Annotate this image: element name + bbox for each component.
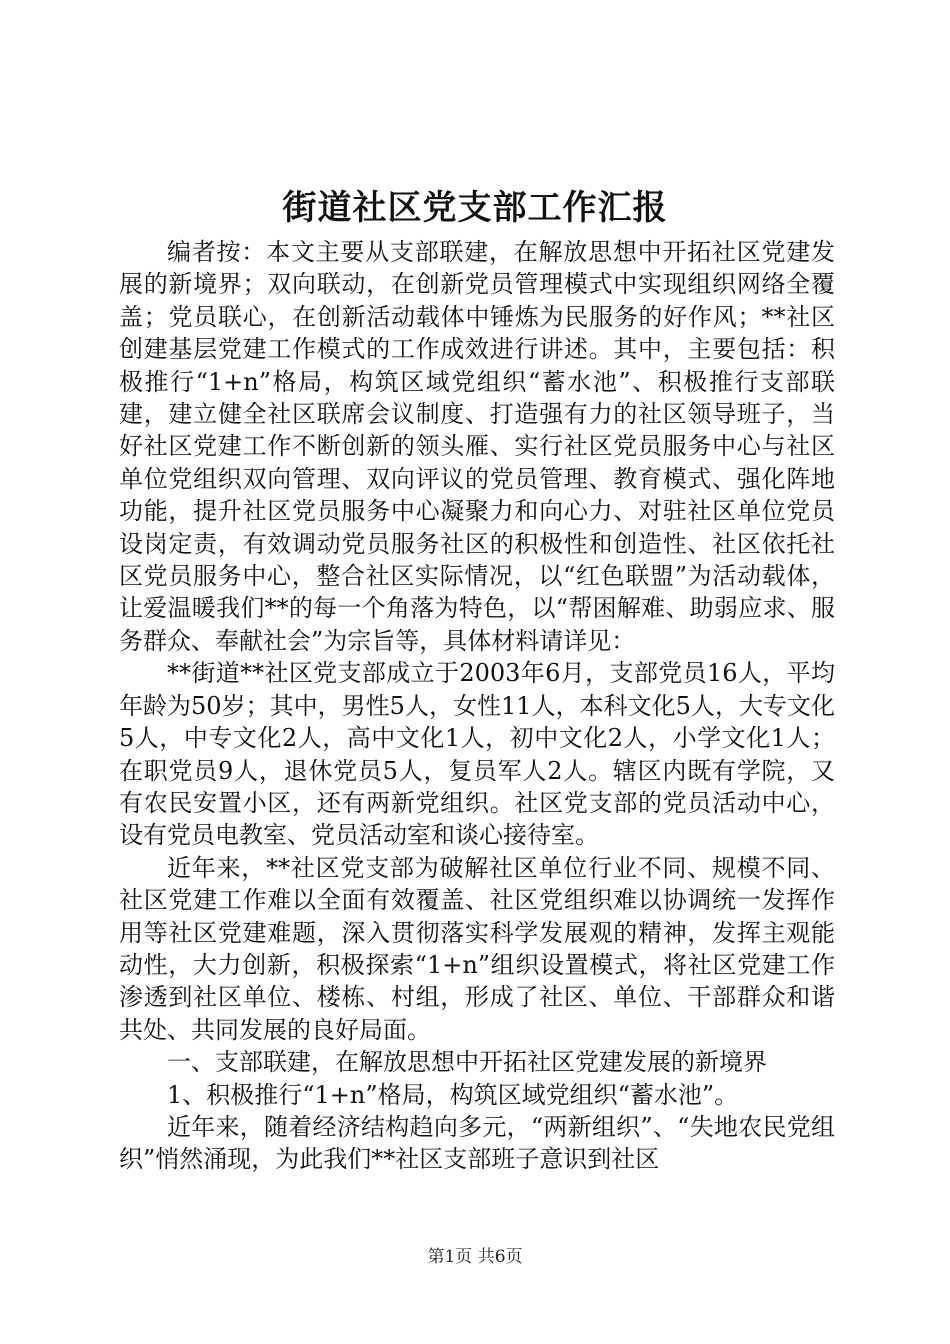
subsection-heading-1-1: 1、积极推行“1+n”格局，构筑区域党组织“蓄水池”。 — [167, 1080, 739, 1109]
page-footer: 第1页 共6页 — [427, 1247, 523, 1267]
document-body — [119, 236, 835, 1176]
paragraph-editor-note: 编者按：本文主要从支部联建，在解放思想中开拓社区党建发展的新境界；双向联动，在创新党员管理模式中实现组织网络全覆盖；党员联心，在创新活动载体中锤炼为民服务的好作风；**社区创建基层党建工作模式的工作成效进行讲述。其中，主要包括：积极推行“1+n”格局，构筑区域党组织“蓄水池”、积极推行支部联建，建立健全社区联席会议制度、打造强有力的社区领导班子，当好社区党建工作不断创新的领头雁、实行社区党员服务中心与社区单位党组织双向管理、双向评议的党员管理、教育模式、强化阵地功能，提升社区党员服务中心凝聚力和向心力、对驻社区单位党员设岗定责，有效调动党员服务社区的积极性和创造性、社区依托社区党员服务中心，整合社区实际情况，以“红色联盟”为活动载体，让爱温暖我们**的每一个角落为特色，以“帮困解难、助弱应求、服务群众、奉献社会”为宗旨等，具体材料请详见： — [119, 238, 835, 655]
paragraph-recent-years: 近年来，**社区党支部为破解社区单位行业不同、规模不同、社区党建工作难以全面有效覆盖、社区党组织难以协调统一发挥作用等社区党建难题，深入贯彻落实科学发展观的精神，发挥主观能动性，大力创新，积极探索“1+n”组织设置模式，将社区党建工作渗透到社区单位、楼栋、村组，形成了社区、单位、干部群众和谐共处、共同发展的良好局面。 — [119, 853, 835, 1044]
paragraph-economic-structure: 近年来，随着经济结构趋向多元，“两新组织”、“失地农民党组织”悄然涌现，为此我们**社区支部班子意识到社区 — [119, 1112, 835, 1174]
document-title: 街道社区党支部工作汇报 — [282, 188, 668, 228]
paragraph-branch-overview: **街道**社区党支部成立于2003年6月，支部党员16人，平均年龄为50岁；其中，男性5人，女性11人，本科文化5人，大专文化5人，中专文化2人，高中文化1人，初中文化2人，小学文化1人；在职党员9人，退休党员5人，复员军人2人。辖区内既有学院，又有农民安置小区，还有两新党组织。社区党支部的党员活动中心，设有党员电教室、党员活动室和谈心接待室。 — [119, 659, 835, 850]
section-heading-1: 一、支部联建，在解放思想中开拓社区党建发展的新境界 — [167, 1048, 767, 1077]
